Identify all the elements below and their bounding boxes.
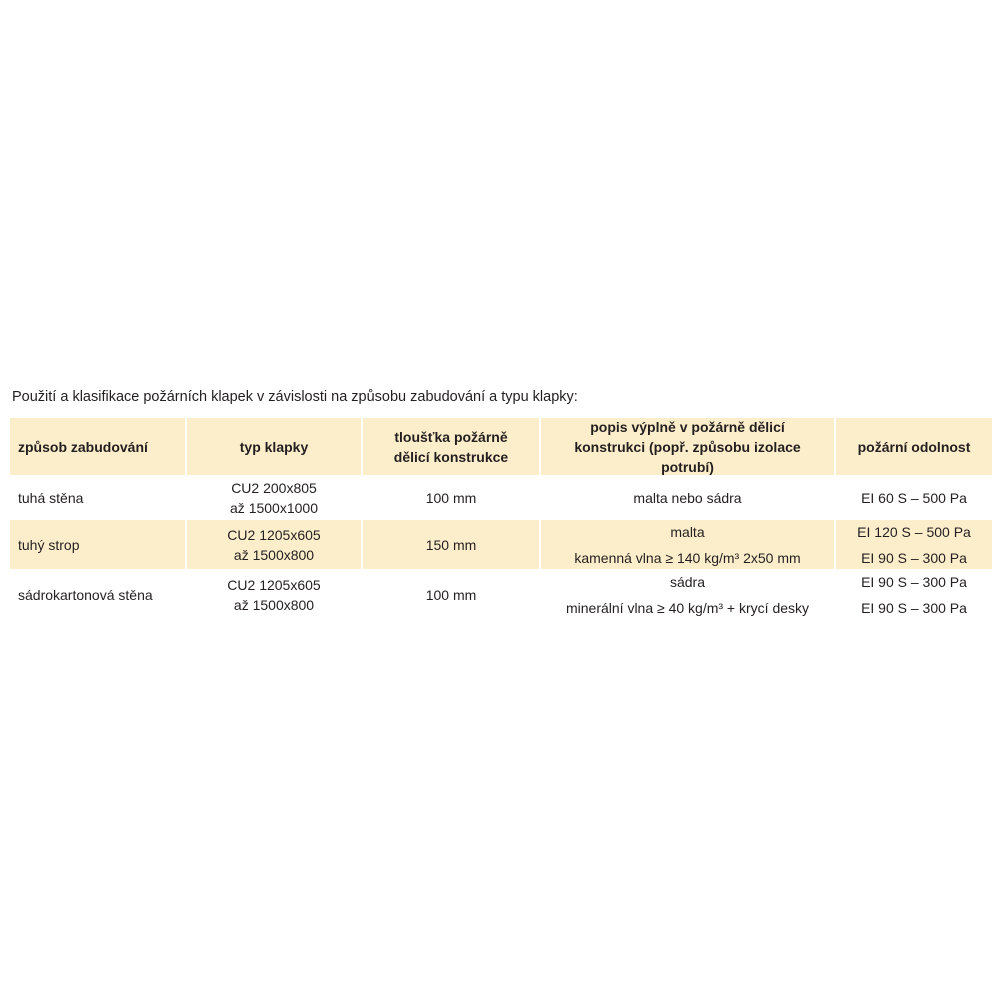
row-2-fill-description: [541, 520, 834, 569]
row-3-installation-method-text: sádrokartonová stěna: [18, 586, 153, 603]
row-2-thickness-text: 150 mm: [425, 536, 477, 553]
table-caption: Použití a klasifikace požárních klapek v závislosti na způsobu zabudování a typu klapky:: [12, 389, 578, 405]
row-2-fire-resistance-line-2: EI 90 S – 300 Pa: [861, 549, 967, 566]
header-installation-method: [10, 418, 185, 475]
header-damper-type-label: typ klapky: [239, 438, 309, 455]
row-1-fill-description: [541, 476, 834, 519]
header-installation-method-label: způsob zabudování: [18, 438, 148, 455]
row-2-fill-description-line-1: malta: [670, 523, 705, 540]
header-fill-description: [541, 418, 834, 475]
header-fill-description-line-2: konstrukci (popř. způsobu izolace: [574, 438, 801, 455]
row-1-fire-resistance-text: EI 60 S – 500 Pa: [861, 489, 967, 506]
row-3-fill-description-pair: [566, 572, 809, 618]
header-damper-type: [187, 418, 361, 475]
header-thickness-line-2: dělicí konstrukce: [393, 448, 509, 465]
row-2-fire-resistance-line-1: EI 120 S – 500 Pa: [857, 523, 971, 540]
row-3-fill-description: [541, 570, 834, 619]
row-1-installation-method-text: tuhá stěna: [18, 489, 84, 506]
row-3-damper-type: [187, 570, 361, 619]
header-fill-description-line-3: potrubí): [661, 458, 714, 475]
header-thickness-line-1: tloušťka požárně: [394, 428, 508, 445]
row-3-installation-method: [10, 570, 185, 619]
row-2-fire-resistance-pair: [857, 522, 971, 568]
row-3-fill-description-line-2: minerální vlna ≥ 40 kg/m³ + krycí desky: [565, 599, 810, 616]
row-2-fire-resistance: [836, 520, 992, 569]
row-1-thickness-text: 100 mm: [425, 489, 477, 506]
row-2-thickness: [363, 520, 539, 569]
header-fire-resistance: [836, 418, 992, 475]
row-2-damper-type-line-1: CU2 1205x605: [227, 526, 321, 543]
row-2-fill-description-pair: [574, 522, 800, 568]
row-3-thickness: [363, 570, 539, 619]
row-1-damper-type: [187, 476, 361, 519]
row-1-damper-type-line-1: CU2 200x805: [231, 479, 317, 496]
row-3-damper-type-line-2: až 1500x800: [233, 596, 315, 613]
header-fire-resistance-label: požární odolnost: [857, 438, 971, 455]
row-1-thickness: [363, 476, 539, 519]
row-3-fire-resistance-pair: [861, 572, 967, 618]
row-1-installation-method: [10, 476, 185, 519]
fire-damper-table: [10, 418, 990, 619]
header-fill-description-line-1: popis výplně v požárně dělicí: [590, 418, 785, 435]
row-2-damper-type: [187, 520, 361, 569]
header-thickness: [363, 418, 539, 475]
row-1-fill-description-text: malta nebo sádra: [633, 489, 742, 506]
row-2-damper-type-line-2: až 1500x800: [233, 546, 315, 563]
row-1-damper-type-line-2: až 1500x1000: [230, 499, 318, 516]
row-2-fill-description-line-2: kamenná vlna ≥ 140 kg/m³ 2x50 mm: [574, 549, 801, 566]
row-3-fill-description-line-1: sádra: [669, 573, 705, 590]
row-1-fire-resistance: [836, 476, 992, 519]
row-3-fire-resistance-line-2: EI 90 S – 300 Pa: [861, 599, 967, 616]
row-3-damper-type-line-1: CU2 1205x605: [227, 576, 321, 593]
row-3-fire-resistance-line-1: EI 90 S – 300 Pa: [861, 573, 967, 590]
row-2-installation-method: [10, 520, 185, 569]
row-3-thickness-text: 100 mm: [425, 586, 477, 603]
row-3-fire-resistance: [836, 570, 992, 619]
row-2-installation-method-text: tuhý strop: [18, 536, 80, 553]
